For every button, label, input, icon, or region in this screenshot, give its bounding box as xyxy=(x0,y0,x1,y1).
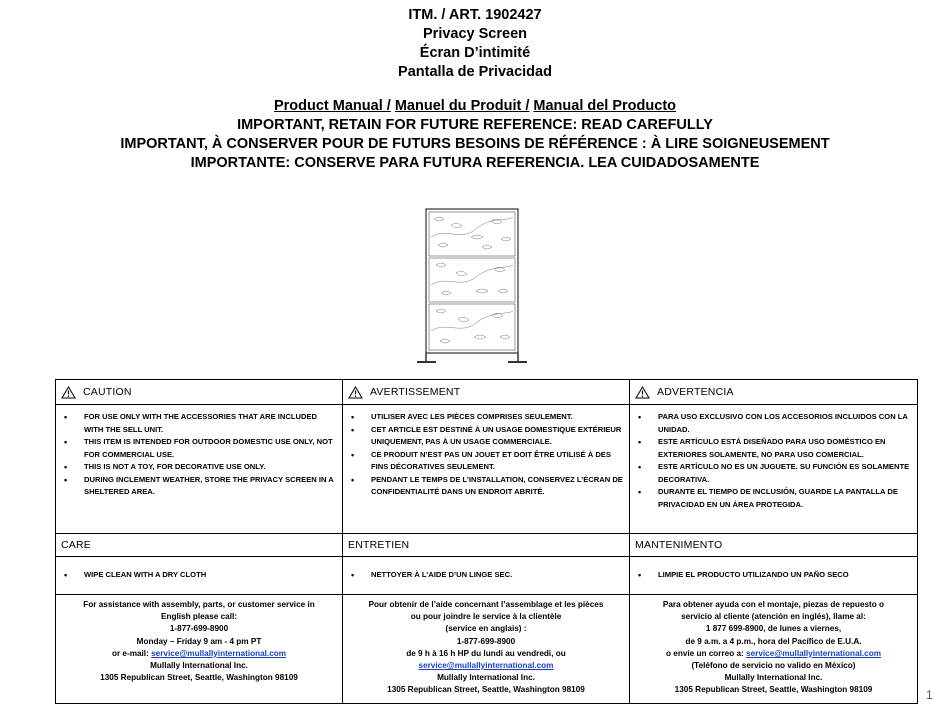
warning-triangle-icon xyxy=(635,386,650,399)
caution-header-en xyxy=(56,380,343,405)
important-french: IMPORTANT, À CONSERVER POUR DE FUTURS BESOINS DE RÉFÉRENCE : À LIRE SOIGNEUSEMENT xyxy=(120,136,830,152)
caution-title: CAUTION xyxy=(83,385,132,398)
advertencia-title: ADVERTENCIA xyxy=(657,385,734,398)
manual-spanish: Manual del Producto xyxy=(533,98,676,114)
phone-number: 1 877 699-8900, de lunes a viernes, xyxy=(705,624,842,634)
warning-triangle-icon xyxy=(61,386,76,399)
contact-text: (service en anglais) : xyxy=(445,624,527,634)
list-item: • ESTE ARTÍCULO NO ES UN JUGUETE. SU FUNCIÓN ES SOLAMENTE DECORATIVA. xyxy=(636,461,911,486)
email-line xyxy=(630,648,917,660)
company-address: 1305 Republican Street, Seattle, Washington 98109 xyxy=(100,673,298,683)
contact-text: Para obtener ayuda con el montaje, piezas de repuesto o xyxy=(662,600,885,609)
manual-english: Product Manual / xyxy=(273,98,391,114)
care-header-fr xyxy=(343,534,630,557)
care-item-en-cell xyxy=(56,557,343,595)
company-name: Mullally International Inc. xyxy=(437,673,535,683)
title-english: Privacy Screen xyxy=(423,26,527,42)
phone-number: 1-877-699-8900 xyxy=(456,636,516,646)
document-header xyxy=(0,6,950,173)
list-item: • CET ARTICLE EST DESTINÉ À UN USAGE DOMESTIQUE EXTÉRIEUR UNIQUEMENT, PAS À UN USAGE COMMERCIALE. xyxy=(349,424,623,449)
safety-table xyxy=(55,379,918,704)
manual-title-line xyxy=(0,97,950,116)
email-link[interactable]: service@mullallyinternational.com xyxy=(746,648,882,658)
contact-text: ou pour joindre le service à la clientèle xyxy=(410,612,562,622)
list-item: • PENDANT LE TEMPS DE L’INSTALLATION, CONSERVEZ L’ÉCRAN DE CONFIDENTIALITÉ DANS UN ENDROIT ABRITÉ. xyxy=(349,474,623,499)
title-french: Écran D’intimité xyxy=(419,45,531,61)
email-line xyxy=(56,648,342,660)
list-item: • THIS IS NOT A TOY, FOR DECORATIVE USE ONLY. xyxy=(62,461,336,474)
email-prefix: o envíe un correo a: xyxy=(665,648,747,658)
list-item: • PARA USO EXCLUSIVO CON LOS ACCESORIOS INCLUIDOS CON LA UNIDAD. xyxy=(636,411,911,436)
email-link[interactable]: service@mullallyinternational.com xyxy=(151,648,287,658)
contact-text: For assistance with assembly, parts, or customer service in xyxy=(83,600,315,609)
phone-number: 1-877-699-8900 xyxy=(169,624,229,634)
caution-list-es-cell xyxy=(630,405,918,534)
contact-es xyxy=(630,595,918,704)
company-address: 1305 Republican Street, Seattle, Washington 98109 xyxy=(674,685,873,695)
privacy-screen-illustration xyxy=(416,207,528,365)
list-item: • ESTE ARTÍCULO ESTÁ DISEÑADO PARA USO DOMÉSTICO EN EXTERIORES SOLAMENTE, NO PARA USO COMERCIAL. xyxy=(636,436,911,461)
manual-french: Manuel du Produit / xyxy=(394,98,530,114)
caution-header-es xyxy=(630,380,918,405)
contact-text: Pour obtenir de l’aide concernant l’assemblage et les pièces xyxy=(368,600,604,609)
caution-list-es xyxy=(630,408,917,511)
care-item-es-cell xyxy=(630,557,918,595)
service-hours: Monday – Friday 9 am - 4 pm PT xyxy=(136,636,262,646)
care-item-fr: • NETTOYER À L’AIDE D’UN LINGE SEC. xyxy=(349,569,623,582)
company-name: Mullally International Inc. xyxy=(724,673,823,683)
care-item-en: • WIPE CLEAN WITH A DRY CLOTH xyxy=(62,569,336,582)
company-address: 1305 Republican Street, Seattle, Washington 98109 xyxy=(387,685,585,695)
email-line xyxy=(343,660,629,672)
list-item: • CE PRODUIT N’EST PAS UN JOUET ET DOIT ÊTRE UTILISÉ À DES FINS DÉCORATIVES SEULEMENT. xyxy=(349,449,623,474)
service-hours: de 9 h à 16 h HP du lundi au vendredi, ou xyxy=(406,648,566,658)
list-item: • UTILISER AVEC LES PIÈCES COMPRISES SEULEMENT. xyxy=(349,411,623,424)
service-hours: de 9 a.m. a 4 p.m., hora del Pacífico de E.U.A. xyxy=(685,636,862,646)
contact-en xyxy=(56,595,343,704)
important-spanish: IMPORTANTE: CONSERVE PARA FUTURA REFERENCIA. LEA CUIDADOSAMENTE xyxy=(190,155,760,171)
email-link[interactable]: service@mullallyinternational.com xyxy=(418,661,554,671)
contact-text: English please call: xyxy=(161,612,237,622)
entretien-title: ENTRETIEN xyxy=(348,538,410,551)
important-english: IMPORTANT, RETAIN FOR FUTURE REFERENCE: READ CAREFULLY xyxy=(237,117,713,133)
avertissement-title: AVERTISSEMENT xyxy=(370,385,461,398)
care-title: CARE xyxy=(61,538,91,551)
email-prefix: or e-mail: xyxy=(111,648,152,658)
list-item: • THIS ITEM IS INTENDED FOR OUTDOOR DOMESTIC USE ONLY, NOT FOR COMMERCIAL USE. xyxy=(62,436,336,461)
company-name: Mullally International Inc. xyxy=(150,661,248,671)
list-item: • DURANTE EL TIEMPO DE INCLUSIÓN, GUARDE LA PANTALLA DE PRIVACIDAD EN UN ÁREA PROTEGIDA. xyxy=(636,486,911,511)
care-item-fr-cell xyxy=(343,557,630,595)
contact-text: servicio al cliente (atención en inglés), llame al: xyxy=(681,612,866,622)
care-header-en xyxy=(56,534,343,557)
care-header-es xyxy=(630,534,918,557)
caution-list-en-cell xyxy=(56,405,343,534)
list-item: • FOR USE ONLY WITH THE ACCESSORIES THAT ARE INCLUDED WITH THE SELL UNIT. xyxy=(62,411,336,436)
caution-list-fr-cell xyxy=(343,405,630,534)
contact-fr xyxy=(343,595,630,704)
page-number: 1 xyxy=(926,688,933,702)
contact-text: (Teléfono de servicio no valido en México) xyxy=(691,661,856,671)
mantenimiento-title: MANTENIMENTO xyxy=(635,538,723,551)
title-spanish: Pantalla de Privacidad xyxy=(398,64,552,80)
caution-list-fr xyxy=(343,408,629,499)
list-item: • DURING INCLEMENT WEATHER, STORE THE PRIVACY SCREEN IN A SHELTERED AREA. xyxy=(62,474,336,499)
caution-header-fr xyxy=(343,380,630,405)
item-number: ITM. / ART. 1902427 xyxy=(408,7,542,23)
care-item-es: • LIMPIE EL PRODUCTO UTILIZANDO UN PAÑO SECO xyxy=(636,569,911,582)
warning-triangle-icon xyxy=(348,386,363,399)
caution-list-en xyxy=(56,408,342,499)
